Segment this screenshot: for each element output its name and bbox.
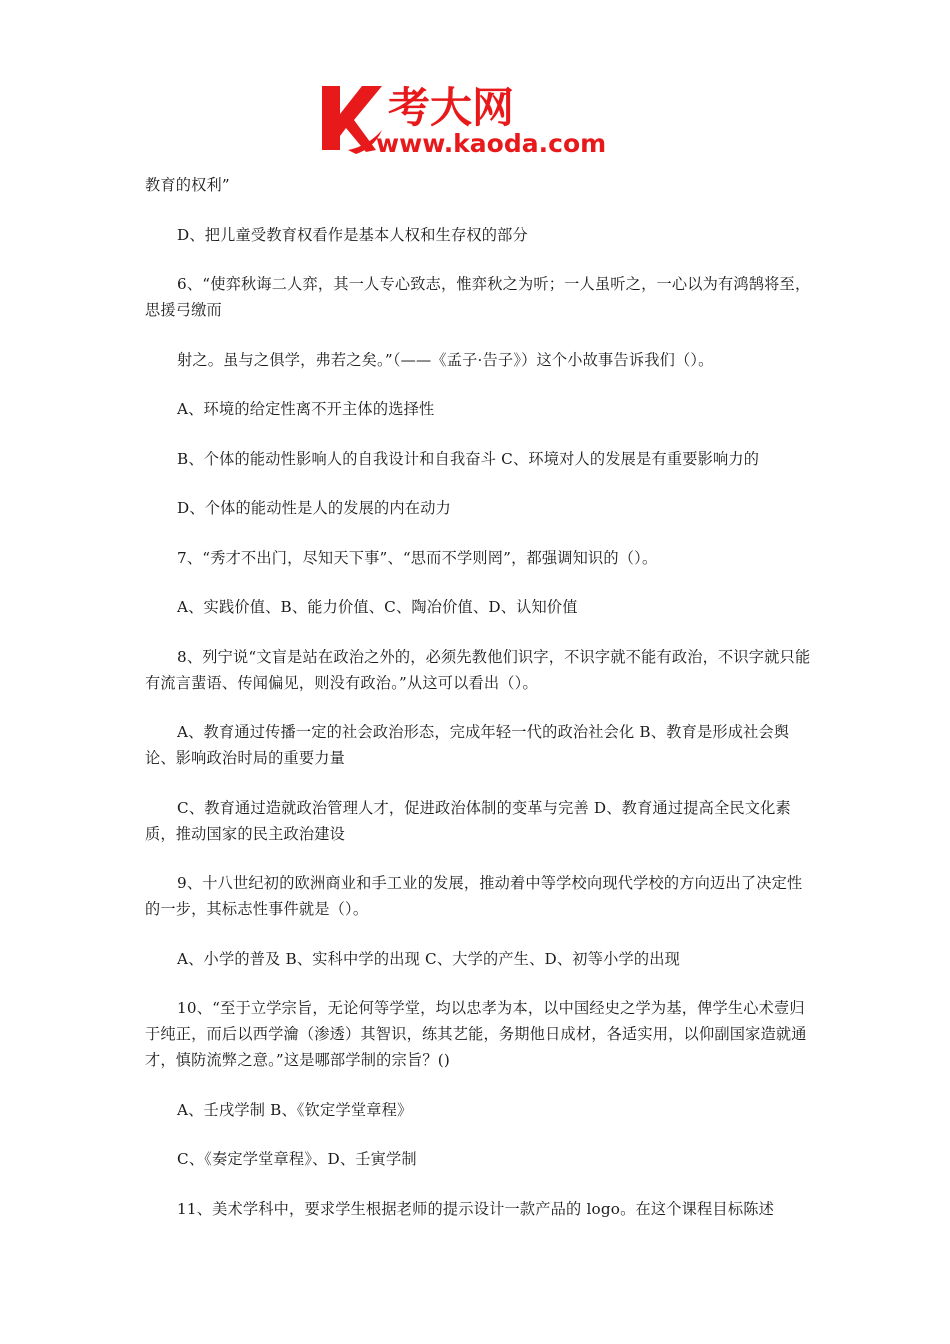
- paragraph: A、小学的普及 B、实科中学的出现 C、大学的产生、D、初等小学的出现: [177, 949, 681, 968]
- paragraph: A、壬戌学制 B、《钦定学堂章程》: [177, 1100, 413, 1119]
- paragraph: 9、十八世纪初的欧洲商业和手工业的发展，推动着中等学校向现代学校的方向迈出了决定性的一步，其标志性事件就是（）。: [145, 874, 803, 918]
- paragraph: A、环境的给定性离不开主体的选择性: [177, 400, 435, 418]
- kaoda-logo-graphic: [318, 80, 638, 160]
- paragraph: 8、列宁说“文盲是站在政治之外的，必须先教他们识字，不识字就不能有政治，不识字就只能有流言蜚语、传闻偏见，则没有政治。”从这可以看出（）。: [145, 647, 811, 692]
- paragraph: A、实践价值、B、能力价值、C、陶冶价值、D、认知价值: [177, 598, 578, 616]
- paragraph: 射之。虽与之俱学，弗若之矣。”（——《孟子·告子》）这个小故事告诉我们（）。: [177, 350, 714, 369]
- logo-url: www.kaoda.com: [376, 129, 607, 158]
- paragraph: 11、美术学科中，要求学生根据老师的提示设计一款产品的 logo。在这个课程目标陈述: [177, 1199, 774, 1218]
- paragraph: A、教育通过传播一定的社会政治形态，完成年轻一代的政治社会化 B、教育是形成社会舆论、影响政治时局的重要力量: [145, 723, 790, 767]
- paragraph: 7、“秀才不出门，尽知天下事”、“思而不学则罔”，都强调知识的（）。: [177, 548, 658, 567]
- document-body: [145, 172, 813, 1245]
- kaoda-logo: [318, 80, 638, 160]
- paragraph: C、《奏定学堂章程》、D、壬寅学制: [177, 1150, 417, 1168]
- paragraph: 6、“使弈秋诲二人弈，其一人专心致志，惟弈秋之为听；一人虽听之，一心以为有鸿鹄将至，思援弓缴而: [145, 275, 811, 319]
- paragraph: C、教育通过造就政治管理人才，促进政治体制的变革与完善 D、教育通过提高全民文化素质，推动国家的民主政治建设: [145, 798, 791, 843]
- logo-name-cn: 考大网: [388, 83, 515, 132]
- paragraph: 10、“至于立学宗旨，无论何等学堂，均以忠孝为本，以中国经史之学为基，俾学生心术壹归于纯正，而后以西学瀹（渗透）其智识，练其艺能，务期他日成材，各适实用，以仰副国家造就通才，慎防流弊之意。”这是哪部学制的宗旨？(): [145, 999, 807, 1069]
- paragraph: 教育的权利”: [145, 176, 230, 194]
- paragraph: D、个体的能动性是人的发展的内在动力: [177, 499, 451, 517]
- paragraph: B、个体的能动性影响人的自我设计和自我奋斗 C、环境对人的发展是有重要影响力的: [177, 449, 760, 468]
- paragraph: D、把儿童受教育权看作是基本人权和生存权的部分: [177, 225, 528, 244]
